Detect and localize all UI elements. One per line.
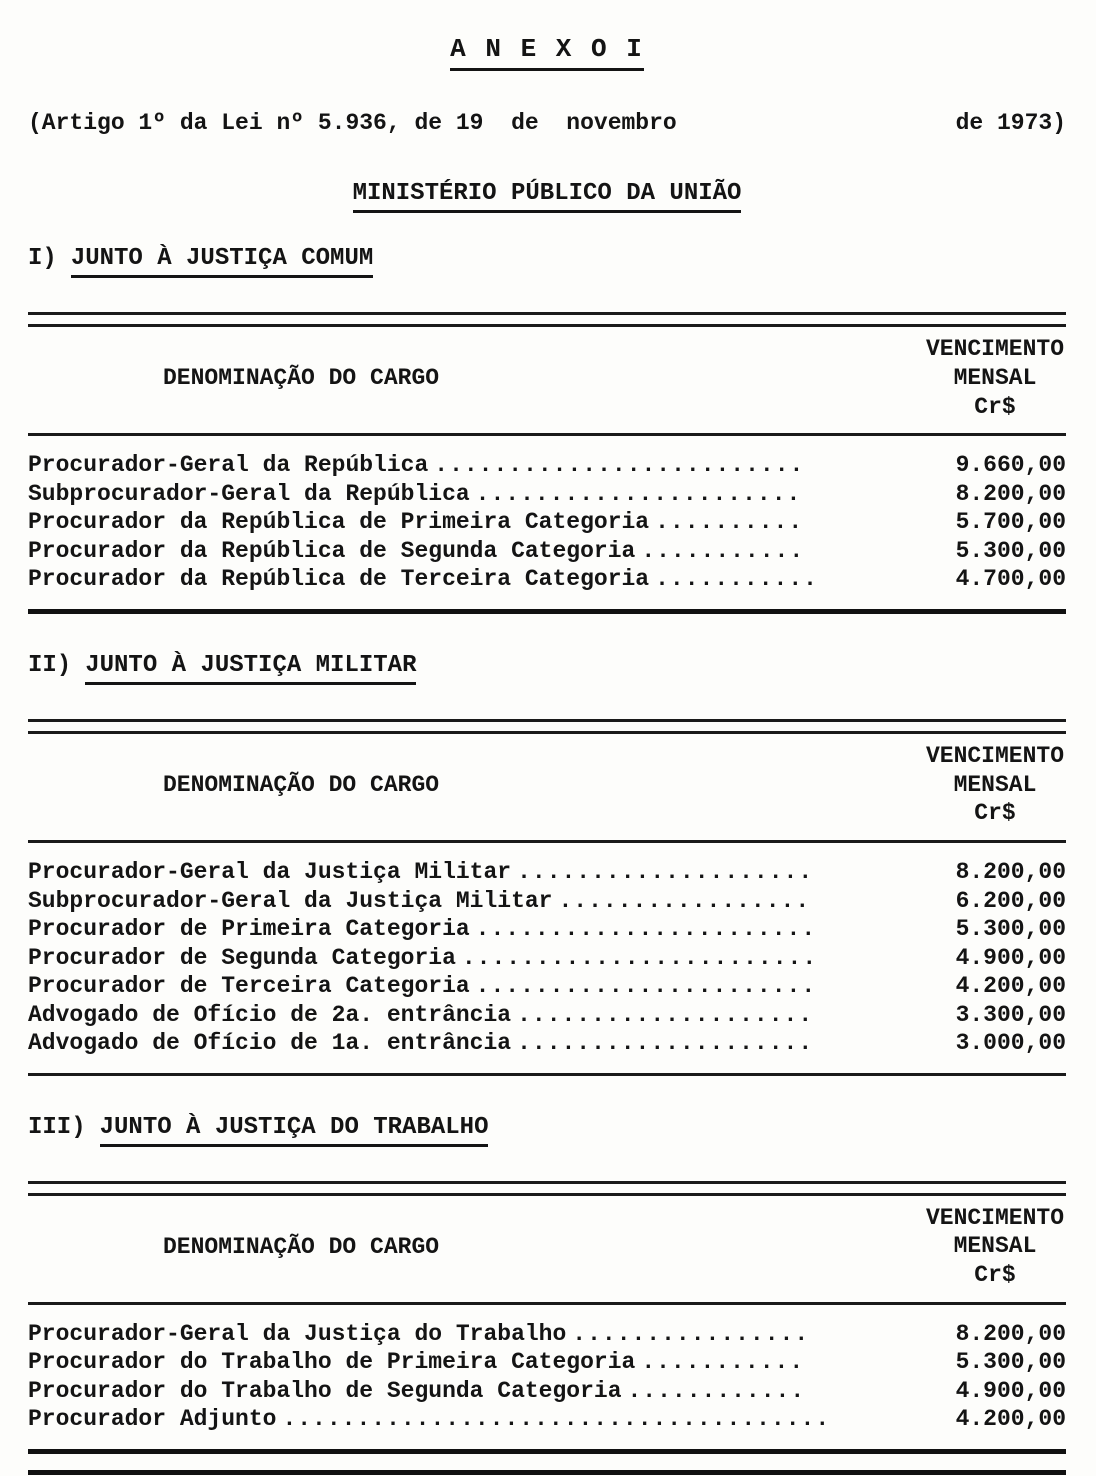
leader-dots: .................... [517,859,814,886]
table-body [28,1305,1066,1449]
cargo-cell [28,1377,921,1406]
salary-table-1 [28,312,1066,614]
table-row [28,887,1066,916]
cargo-name: Procurador do Trabalho de Segunda Categoria [28,1377,622,1404]
cargo-name: Procurador da República de Primeira Categoria [28,509,650,536]
cargo-cell [28,480,921,509]
leader-dots: ........... [655,566,818,593]
cargo-name: Procurador da República de Terceira Categoria [28,566,650,593]
cargo-name: Procurador-Geral da Justiça Militar [28,859,512,886]
subtitle-right: de 1973) [955,110,1066,136]
salary-value: 4.200,00 [955,1406,1066,1433]
ministry-heading [28,180,1066,207]
table-row [28,915,1066,944]
salary-value: 5.700,00 [955,509,1066,536]
header-line: Cr$ [974,1262,1016,1289]
cargo-cell [28,1320,921,1349]
salary-value: 4.900,00 [955,944,1066,971]
table-row [28,1377,1066,1406]
section-number: I) [28,245,57,272]
column-header-vencimento [926,742,1064,828]
divider [28,312,1066,315]
cargo-cell [28,887,921,916]
salary-value: 9.660,00 [955,452,1066,479]
column-header-cargo: DENOMINAÇÃO DO CARGO [163,771,440,798]
divider [28,719,1066,722]
table-row [28,1029,1066,1058]
leader-dots: ........... [641,1349,805,1376]
salary-value: 8.200,00 [955,1320,1066,1347]
table-row [28,451,1066,480]
header-line: VENCIMENTO [925,1204,1064,1231]
leader-dots: .......... [655,509,804,536]
table-row [28,858,1066,887]
table-row [28,1348,1066,1377]
header-line: MENSAL [953,364,1037,391]
leader-dots: .................... [517,1030,814,1057]
cargo-cell [28,537,921,566]
salary-table-3 [28,1181,1066,1475]
leader-dots: ..................................... [282,1406,831,1433]
divider [28,609,1066,614]
leader-dots: ........................ [461,944,818,971]
cargo-cell [28,1348,921,1377]
cargo-cell [28,451,921,480]
salary-value: 5.300,00 [955,537,1066,564]
cargo-name: Subprocurador-Geral da Justiça Militar [28,887,553,914]
cargo-name: Procurador de Primeira Categoria [28,916,470,943]
cargo-cell [28,565,921,594]
table-header [28,327,1066,433]
cargo-name: Procurador do Trabalho de Primeira Categoria [28,1349,636,1376]
leader-dots: ...................... [475,480,802,507]
leader-dots: ....................... [475,916,817,943]
salary-value: 3.300,00 [955,1001,1066,1028]
cargo-cell [28,972,921,1001]
section-number: III) [28,1113,86,1141]
table-row [28,1320,1066,1349]
cargo-name: Procurador de Segunda Categoria [28,944,456,971]
cargo-name: Advogado de Ofício de 1a. entrância [28,1030,512,1057]
section-heading-1 [28,245,1066,278]
header-line: Cr$ [974,393,1016,420]
column-header-vencimento [926,1204,1064,1290]
header-line: Cr$ [974,800,1016,827]
table-row [28,1405,1066,1434]
salary-value: 4.900,00 [955,1377,1066,1404]
cargo-cell [28,1405,921,1434]
cargo-name: Advogado de Ofício de 2a. entrância [28,1001,512,1028]
salary-value: 4.200,00 [955,973,1066,1000]
cargo-name: Procurador de Terceira Categoria [28,973,470,1000]
section-title: JUNTO À JUSTIÇA COMUM [71,245,373,278]
table-row [28,537,1066,566]
header-line: MENSAL [953,771,1037,798]
table-row [28,972,1066,1001]
section-number: II) [28,651,72,679]
leader-dots: ........... [641,537,805,564]
divider [28,1181,1066,1184]
subtitle-left: (Artigo 1º da Lei nº 5.936, de 19 de novembro [28,110,677,136]
table-row [28,508,1066,537]
salary-value: 3.000,00 [955,1030,1066,1057]
cargo-cell [28,508,921,537]
column-header-cargo: DENOMINAÇÃO DO CARGO [163,1233,440,1260]
section-title: JUNTO À JUSTIÇA MILITAR [85,652,416,685]
salary-table-2 [28,719,1066,1076]
table-header [28,734,1066,840]
salary-value: 8.200,00 [955,480,1066,507]
table-header [28,1196,1066,1302]
divider [28,1449,1066,1454]
cargo-name: Procurador Adjunto [28,1406,277,1433]
salary-value: 4.700,00 [955,566,1066,593]
salary-value: 6.200,00 [955,887,1066,914]
leader-dots: ....................... [475,973,817,1000]
divider [28,1470,1066,1475]
leader-dots: .................... [517,1001,814,1028]
column-header-cargo: DENOMINAÇÃO DO CARGO [163,365,440,392]
divider [28,1073,1066,1076]
table-row [28,480,1066,509]
column-header-vencimento [926,335,1064,421]
salary-value: 5.300,00 [955,916,1066,943]
cargo-cell [28,1029,921,1058]
cargo-cell [28,858,921,887]
cargo-cell [28,915,921,944]
leader-dots: ............ [627,1377,806,1404]
header-line: MENSAL [953,1233,1037,1260]
salary-value: 8.200,00 [955,859,1066,886]
cargo-cell [28,944,921,973]
header-line: VENCIMENTO [925,336,1064,362]
table-row [28,1001,1066,1030]
document-title [28,34,1066,64]
document-title-text: A N E X O I [450,34,644,71]
leader-dots: ................ [572,1320,810,1347]
leader-dots: ......................... [434,452,805,479]
ministry-heading-text: MINISTÉRIO PÚBLICO DA UNIÃO [353,180,742,213]
cargo-name: Procurador da República de Segunda Categoria [28,537,636,564]
cargo-name: Subprocurador-Geral da República [28,480,470,507]
salary-value: 5.300,00 [955,1349,1066,1376]
cargo-name: Procurador-Geral da República [28,452,429,479]
table-row [28,944,1066,973]
cargo-name: Procurador-Geral da Justiça do Trabalho [28,1320,567,1347]
table-body [28,436,1066,609]
leader-dots: ................. [558,887,811,914]
header-line: VENCIMENTO [925,742,1064,769]
table-body [28,843,1066,1073]
cargo-cell [28,1001,921,1030]
section-heading-2 [28,652,1066,685]
section-title: JUNTO À JUSTIÇA DO TRABALHO [100,1114,489,1147]
section-heading-3 [28,1114,1066,1147]
document-subtitle [28,110,1066,136]
table-row [28,565,1066,594]
